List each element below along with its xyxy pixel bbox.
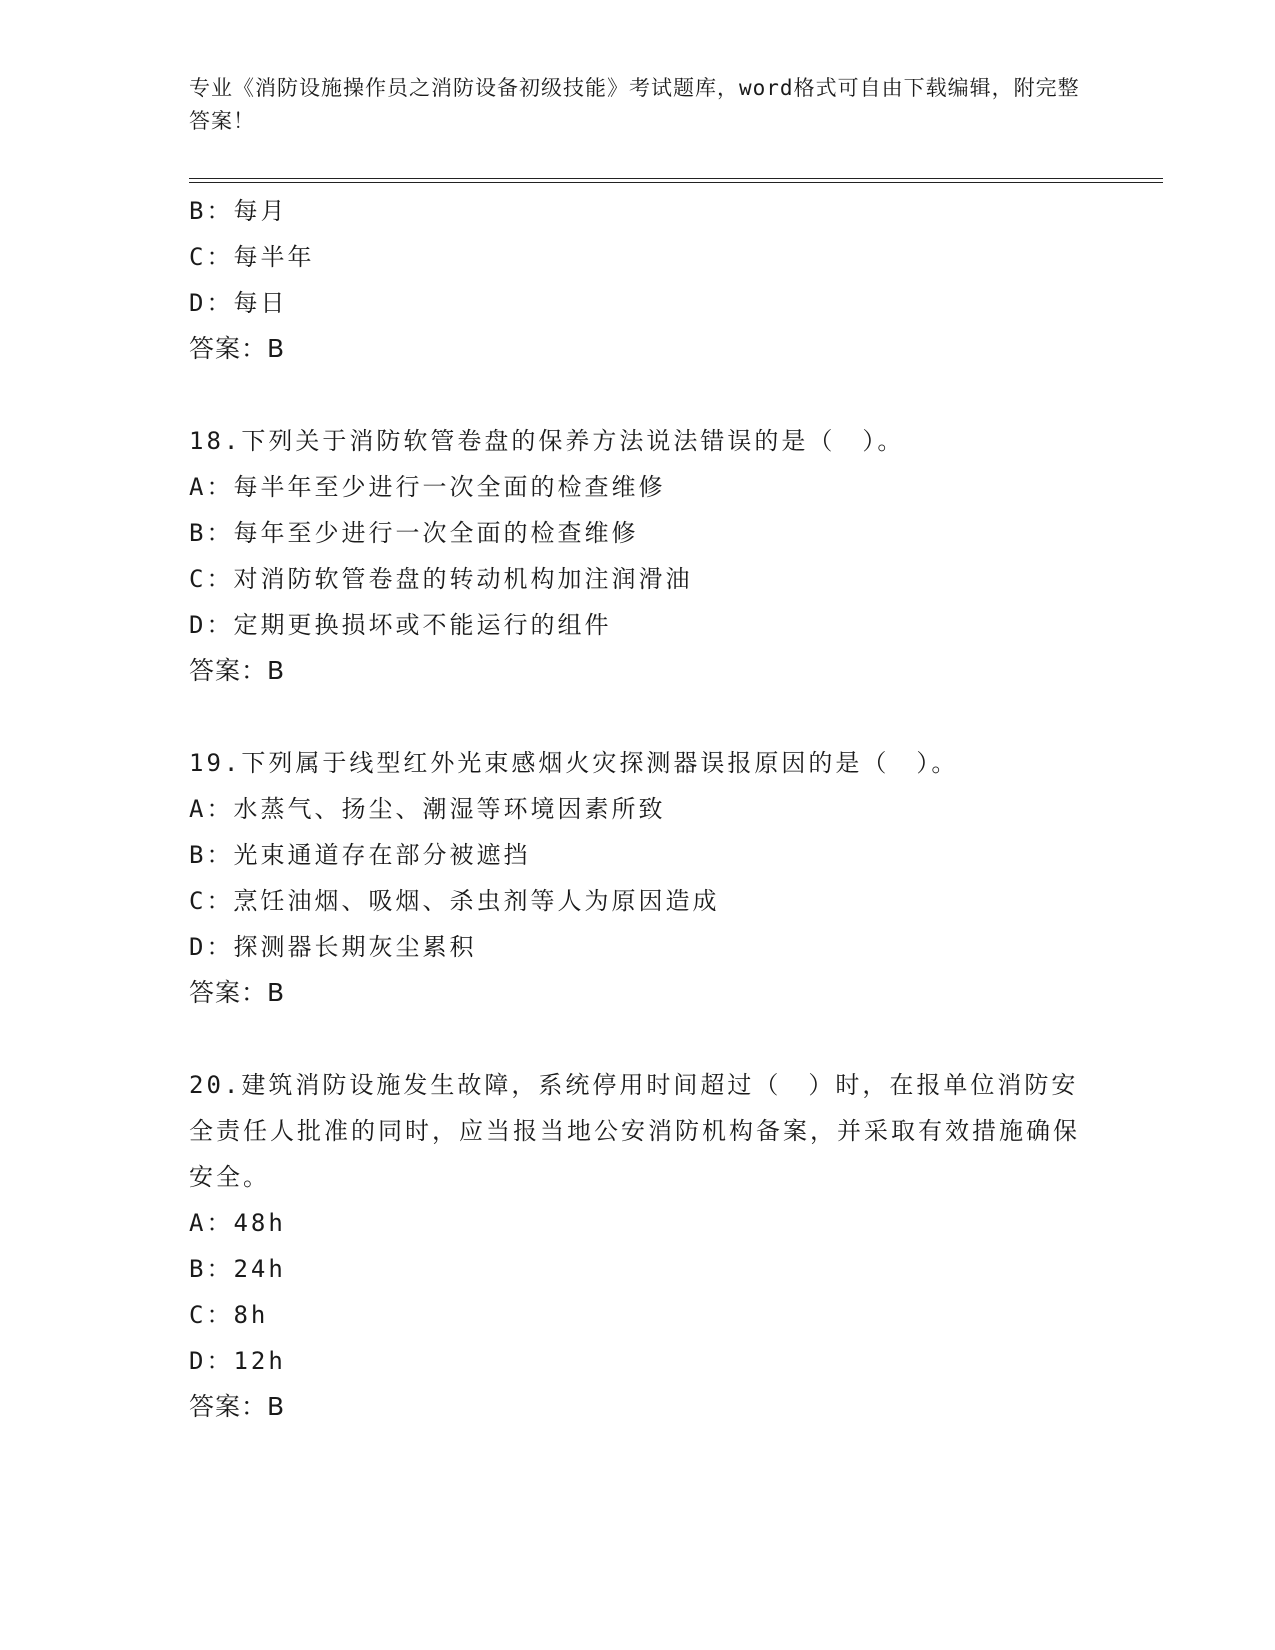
question-19 xyxy=(189,740,1089,1016)
document-header: 专业《消防设施操作员之消防设备初级技能》考试题库，word格式可自由下载编辑，附完整答案！ xyxy=(189,76,1080,133)
option-b: B：24h xyxy=(189,1255,286,1283)
answer-line: 答案：B xyxy=(189,1392,286,1421)
option-b: B：光束通道存在部分被遮挡 xyxy=(189,841,531,869)
option-a: A：48h xyxy=(189,1209,286,1237)
document-body xyxy=(189,188,1089,1430)
question-stem: 19.下列属于线型红外光束感烟火灾探测器误报原因的是（ ）。 xyxy=(189,749,959,777)
question-20 xyxy=(189,1062,1089,1430)
option-b: B：每年至少进行一次全面的检查维修 xyxy=(189,519,639,547)
spacer xyxy=(189,694,1089,740)
answer-line: 答案：B xyxy=(189,978,286,1007)
option-d: D：每日 xyxy=(189,289,288,317)
spacer xyxy=(189,1016,1089,1062)
answer-line: 答案：B xyxy=(189,334,286,363)
spacer xyxy=(189,372,1089,418)
header-divider-top xyxy=(189,178,1163,179)
option-a: A：每半年至少进行一次全面的检查维修 xyxy=(189,473,666,501)
option-c: C：烹饪油烟、吸烟、杀虫剂等人为原因造成 xyxy=(189,887,720,915)
question-stem: 18.下列关于消防软管卷盘的保养方法说法错误的是（ ）。 xyxy=(189,427,905,455)
option-c: C：每半年 xyxy=(189,243,315,271)
option-d: D：定期更换损坏或不能运行的组件 xyxy=(189,611,612,639)
question-stem: 20.建筑消防设施发生故障，系统停用时间超过（ ）时，在报单位消防安全责任人批准的同时，应当报当地公安消防机构备案，并采取有效措施确保安全。 xyxy=(189,1071,1080,1191)
option-c: C：8h xyxy=(189,1301,269,1329)
option-d: D：探测器长期灰尘累积 xyxy=(189,933,477,961)
previous-question-tail xyxy=(189,188,1089,372)
question-18 xyxy=(189,418,1089,694)
option-b: B：每月 xyxy=(189,197,288,225)
option-a: A：水蒸气、扬尘、潮湿等环境因素所致 xyxy=(189,795,666,823)
answer-line: 答案：B xyxy=(189,656,286,685)
header-divider-bottom xyxy=(189,182,1163,183)
option-c: C：对消防软管卷盘的转动机构加注润滑油 xyxy=(189,565,693,593)
option-d: D：12h xyxy=(189,1347,286,1375)
